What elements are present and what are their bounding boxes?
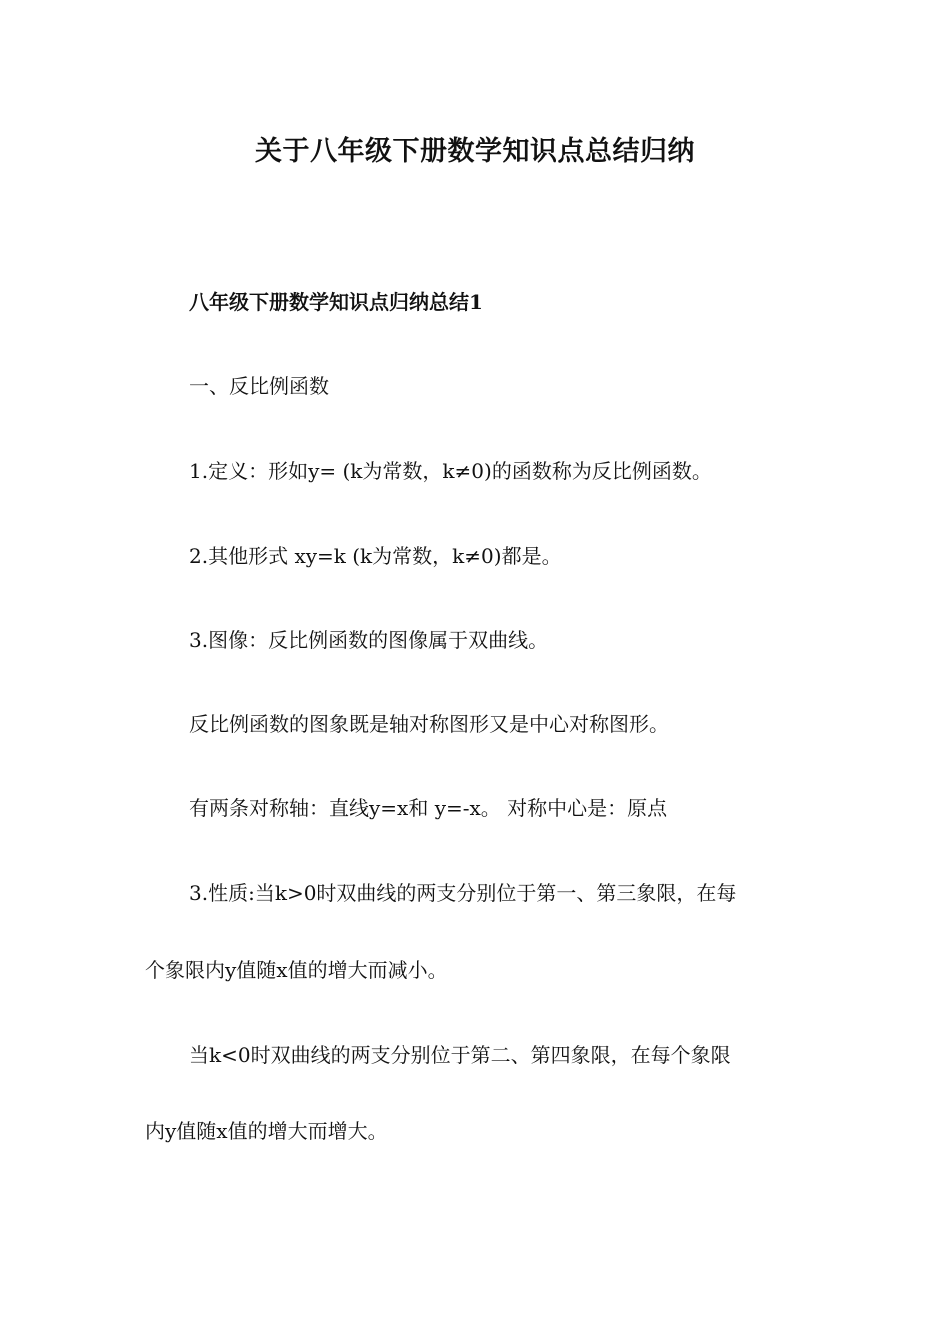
paragraph-property-negative-k: 当k<0时双曲线的两支分别位于第二、第四象限，在每个象限 bbox=[189, 1043, 731, 1067]
paragraph-other-forms: 2.其他形式 xy=k (k为常数，k≠0)都是。 bbox=[189, 544, 562, 568]
paragraph-property-positive-k-cont: 个象限内y值随x值的增大而减小。 bbox=[145, 958, 448, 982]
paragraph-definition: 1.定义：形如y= (k为常数，k≠0)的函数称为反比例函数。 bbox=[189, 459, 712, 483]
page-title: 关于八年级下册数学知识点总结归纳 bbox=[255, 136, 695, 167]
paragraph-property-positive-k: 3.性质:当k>0时双曲线的两支分别位于第一、第三象限，在每 bbox=[189, 881, 737, 905]
paragraph-inverse-proportion-heading: 一、反比例函数 bbox=[189, 374, 329, 398]
section-heading: 八年级下册数学知识点归纳总结1 bbox=[189, 290, 483, 314]
paragraph-property-negative-k-cont: 内y值随x值的增大而增大。 bbox=[145, 1119, 388, 1143]
paragraph-symmetry-axes: 有两条对称轴：直线y=x和 y=-x。 对称中心是：原点 bbox=[189, 796, 668, 820]
paragraph-graph: 3.图像：反比例函数的图像属于双曲线。 bbox=[189, 628, 549, 652]
paragraph-symmetry: 反比例函数的图象既是轴对称图形又是中心对称图形。 bbox=[189, 712, 669, 736]
